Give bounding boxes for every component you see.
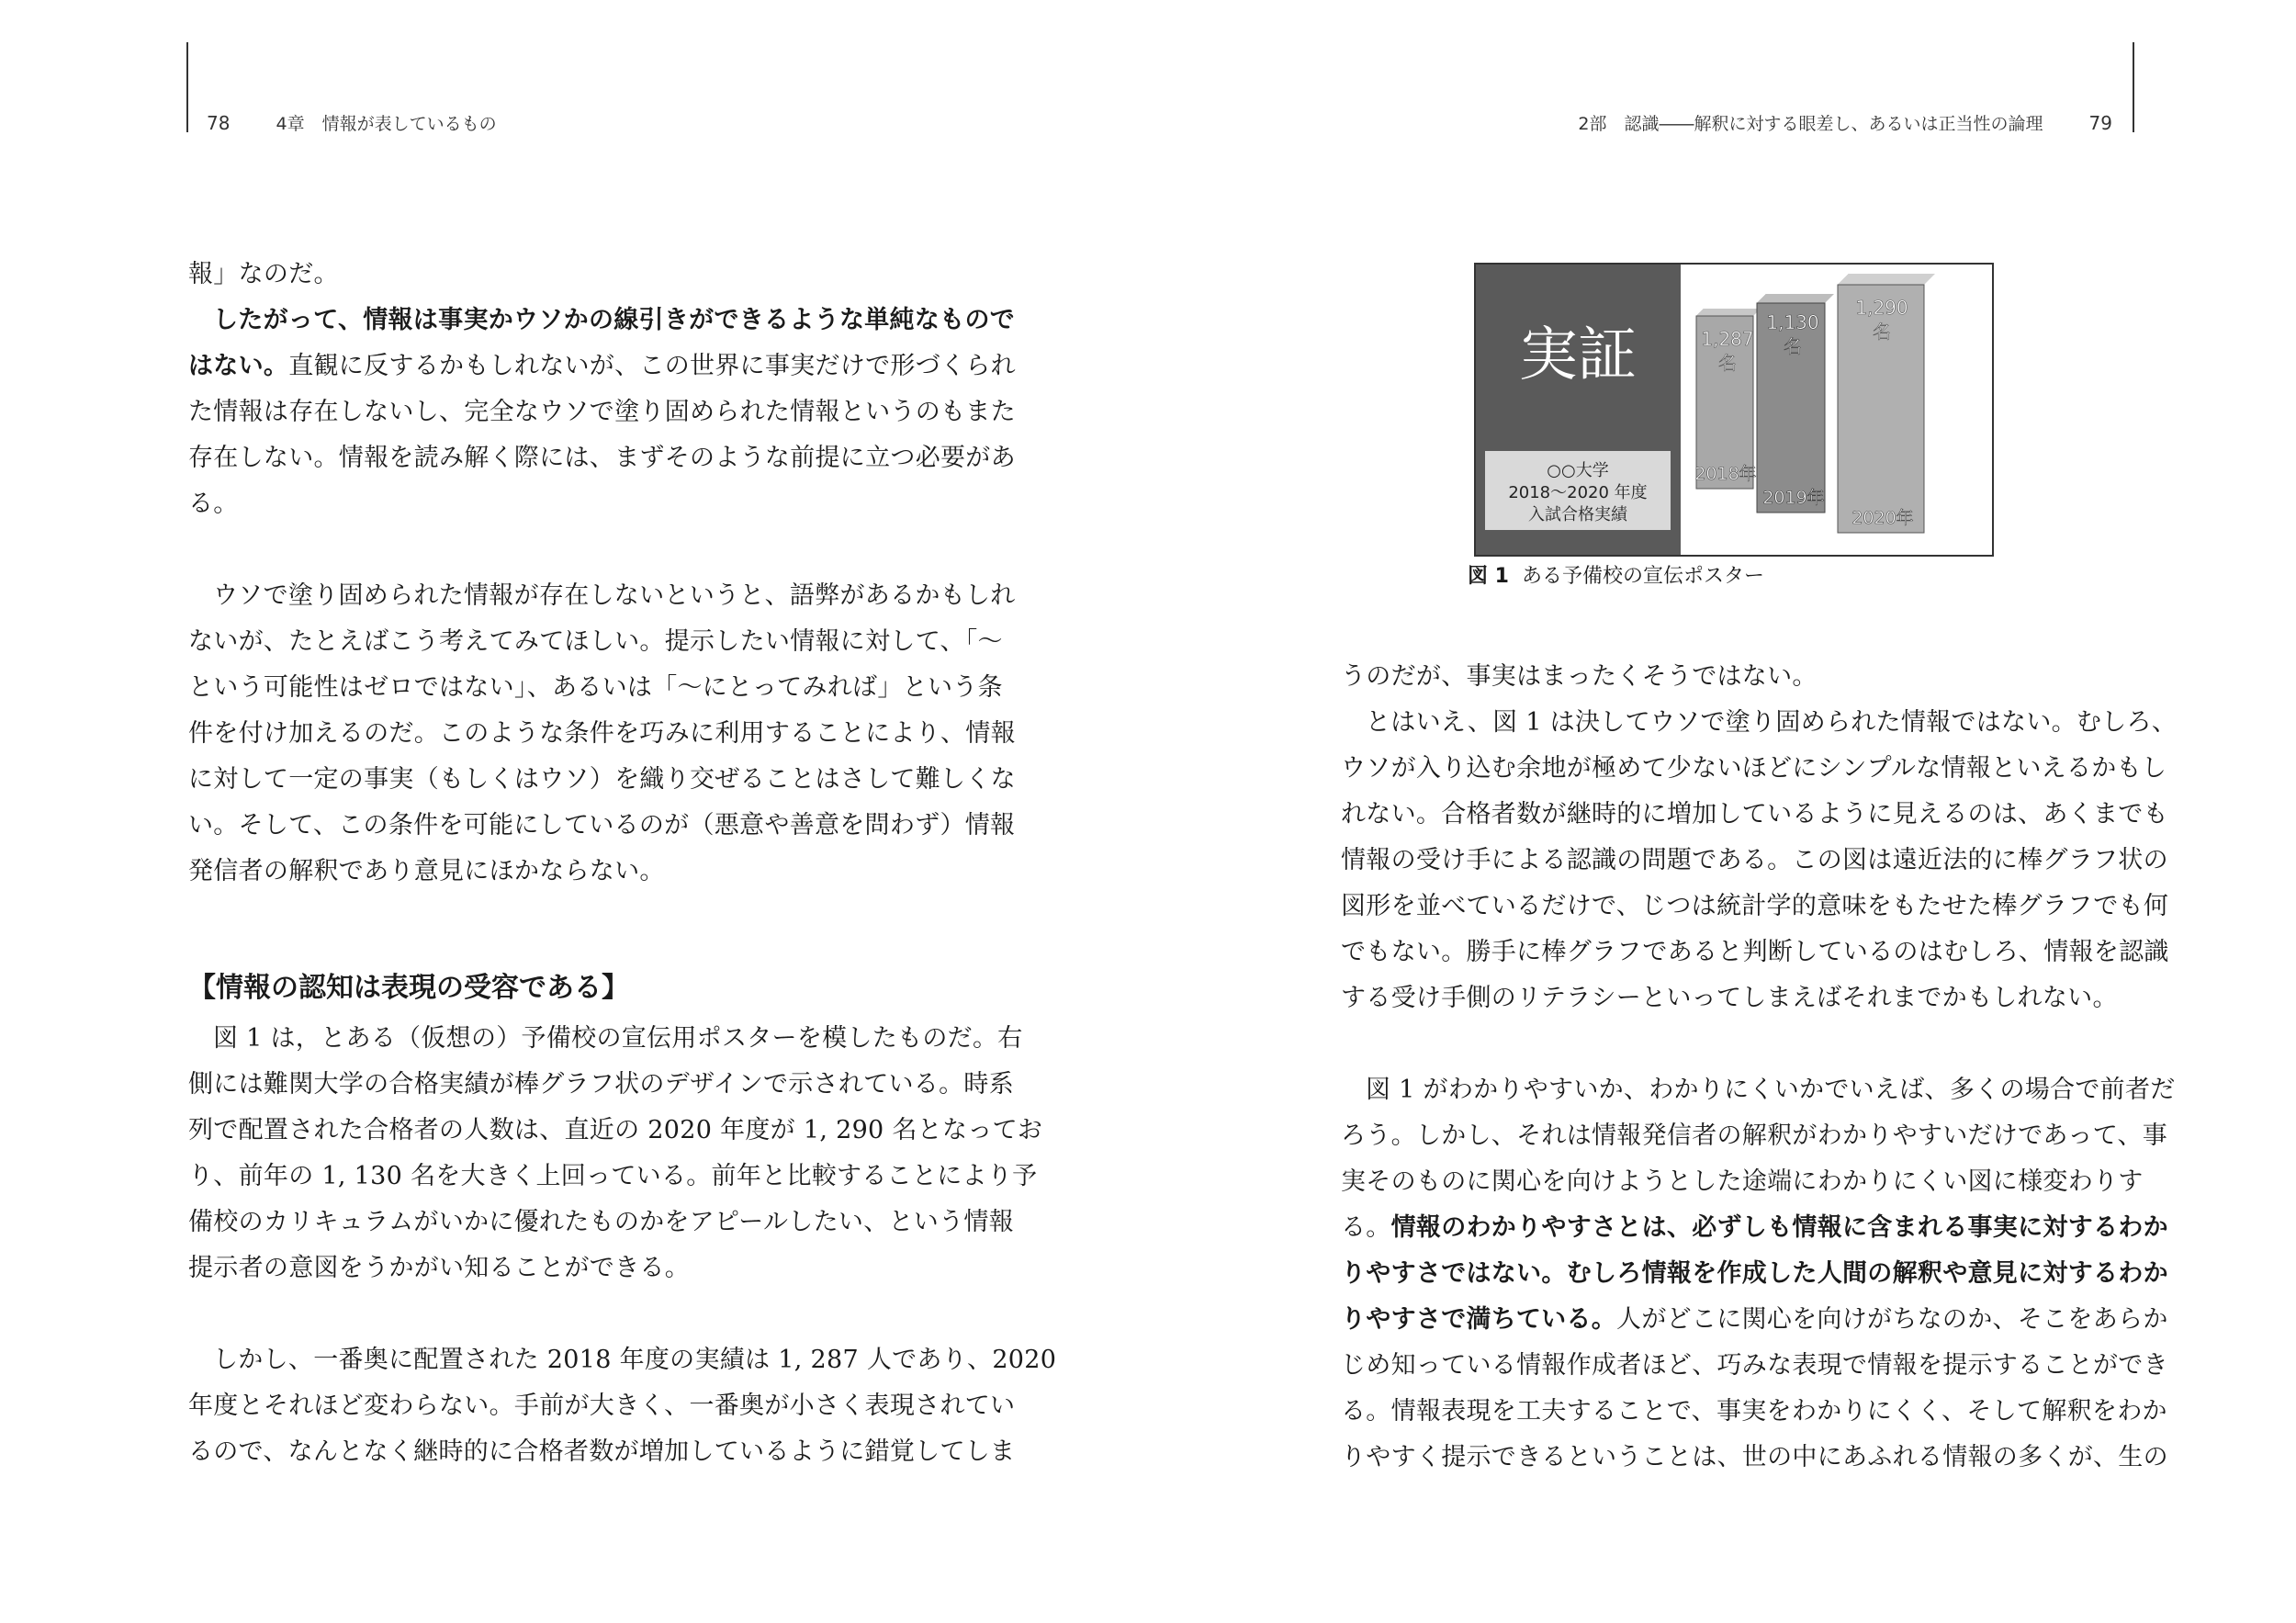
body-line: た情報は存在しないし、完全なウソで塗り固められた情報というのもまた — [188, 398, 1016, 426]
body-line: 図形を並べているだけで、じつは統計学的意味をもたせた棒グラフでも何 — [1341, 892, 2169, 920]
poster-info-line-2: 2018〜2020 年度 — [1508, 483, 1648, 502]
figure-caption-text: ある予備校の宣伝ポスター — [1521, 565, 1764, 588]
body-line: 列で配置された合格者の人数は、直近の 2020 年度が 1, 290 名となってお — [188, 1116, 1043, 1144]
right-page-number: 79 — [2088, 112, 2112, 134]
right-header — [1578, 110, 2112, 135]
right-margin-rule — [2133, 42, 2134, 132]
body-line: る。情報表現を工夫することで、事実をわかりにくく、そして解釈をわか — [1341, 1397, 2167, 1426]
body-line — [1341, 1205, 2168, 1251]
body-line: り、前年の 1, 130 名を大きく上回っている。前年と比較することにより予 — [188, 1162, 1038, 1190]
body-line: ウソが入り込む余地が極めて少ないほどにシンプルな情報といえるかもし — [1341, 754, 2167, 783]
body-line: に対して一定の事実（もしくはウソ）を織り交ぜることはさして難しくな — [188, 765, 1016, 794]
figure-caption — [1468, 560, 1764, 589]
emphasis-line: りやすさではない。むしろ情報を作成した人間の解釈や意見に対するわか — [1341, 1259, 2168, 1288]
body-text: 人がどこに関心を向けがちなのか、そこをあらか — [1616, 1305, 2168, 1334]
body-line: 実そのものに関心を向けようとした途端にわかりにくい図に様変わりす — [1341, 1167, 2144, 1196]
left-page-number: 78 — [207, 112, 231, 134]
bar-2018-unit: 名 — [1718, 352, 1737, 374]
body-line: い。そして、この条件を可能にしているのが（悪意や善意を問わず）情報 — [188, 811, 1016, 840]
bar-2020-unit: 名 — [1873, 321, 1891, 343]
body-line: うのだが、事実はまったくそうではない。 — [1341, 662, 1818, 691]
body-line: 提示者の意図をうかがい知ることができる。 — [188, 1254, 690, 1282]
body-line: 年度とそれほど変わらない。手前が大きく、一番奥が小さく表現されてい — [188, 1392, 1016, 1420]
body-line: という可能性はゼロではない」、あるいは「〜にとってみれば」という条 — [188, 673, 1003, 702]
body-line: 情報の受け手による認識の問題である。この図は遠近法的に棒グラフ状の — [1341, 846, 2168, 874]
emphasis-text: 情報のわかりやすさとは、必ずしも情報に含まれる事実に対するわか — [1390, 1213, 2168, 1242]
body-line: する受け手側のリテラシーといってしまえばそれまでかもしれない。 — [1341, 984, 2118, 1012]
emphasis-text: りやすさで満ちている。 — [1341, 1305, 1617, 1334]
body-line: 存在しない。情報を読み解く際には、まずそのような前提に立つ必要があ — [188, 444, 1016, 472]
bar-2018-year: 2018年 — [1694, 464, 1757, 484]
body-line: 件を付け加えるのだ。このような条件を巧みに利用することにより、情報 — [188, 719, 1016, 748]
body-line — [188, 344, 1016, 389]
body-line: 発信者の解釈であり意見にほかならない。 — [188, 857, 665, 885]
body-line: ないが、たとえばこう考えてみてほしい。提示したい情報に対して、「〜 — [188, 627, 1003, 656]
body-line: る。 — [188, 490, 239, 518]
body-line: 図 1 がわかりやすいか、わかりにくいかでいえば、多くの場合で前者だ — [1366, 1076, 2176, 1104]
poster-info-line-1: ○○大学 — [1547, 461, 1609, 480]
body-line: りやすく提示できるということは、世の中にあふれる情報の多くが、生の — [1341, 1443, 2168, 1471]
left-running-title: 4章 情報が表しているもの — [276, 114, 497, 134]
bar-2019-top — [1757, 294, 1834, 303]
body-line: ウソで塗り固められた情報が存在しないというと、語弊があるかもしれ — [213, 581, 1016, 610]
poster-info-line-3: 入試合格実績 — [1528, 505, 1627, 524]
poster-figure — [1474, 263, 1994, 557]
body-line: とはいえ、図 1 は決してウソで塗り固められた情報ではない。むしろ、 — [1366, 708, 2178, 737]
bar-2018-count: 1,287 — [1701, 328, 1754, 350]
left-margin-rule — [186, 42, 188, 132]
emphasis-text: はない。 — [188, 352, 289, 380]
right-running-title: 2部 認識――解釈に対する眼差し、あるいは正当性の論理 — [1578, 114, 2043, 134]
body-line: 側には難関大学の合格実績が棒グラフ状のデザインで示されている。時系 — [188, 1070, 1015, 1099]
bar-2020-count: 1,290 — [1855, 297, 1908, 319]
body-line: しかし、一番奥に配置された 2018 年度の実績は 1, 287 人であり、2020 — [213, 1346, 1057, 1374]
left-header — [207, 110, 497, 135]
bar-2020-year: 2020年 — [1851, 508, 1914, 528]
body-line: 図 1 は，とある（仮想の）予備校の宣伝用ポスターを模したものだ。右 — [213, 1024, 1023, 1053]
section-heading: 【情報の認知は表現の受容である】 — [188, 972, 629, 1004]
body-line: じめ知っている情報作成者ほど、巧みな表現で情報を提示することができ — [1341, 1351, 2168, 1380]
body-line: るので、なんとなく継時的に合格者数が増加しているように錯覚してしま — [188, 1437, 1016, 1466]
bar-2019-year: 2019年 — [1762, 488, 1825, 508]
body-line: ろう。しかし、それは情報発信者の解釈がわかりやすいだけであって、事 — [1341, 1121, 2168, 1150]
body-line: れない。合格者数が継時的に増加しているように見えるのは、あくまでも — [1341, 800, 2168, 828]
left-page-body — [188, 252, 1057, 1475]
body-line: 備校のカリキュラムがいかに優れたものかをアピールしたい、という情報 — [188, 1208, 1015, 1236]
poster-title: 実証 — [1519, 321, 1637, 389]
body-line: でもない。勝手に棒グラフであると判断しているのはむしろ、情報を認識 — [1341, 938, 2169, 966]
emphasis-line: したがって、情報は事実かウソかの線引きができるような単純なもので — [213, 306, 1016, 334]
body-line: 報」なのだ。 — [188, 260, 339, 288]
bar-2018-top — [1696, 309, 1761, 316]
body-text: る。 — [1341, 1213, 1391, 1242]
right-page-body — [1341, 654, 2178, 1481]
body-line — [1341, 1297, 2168, 1343]
figure-caption-label: 図 1 — [1468, 565, 1509, 588]
bar-2019-unit: 名 — [1784, 335, 1802, 357]
body-text: 直観に反するかもしれないが、この世界に事実だけで形づくられ — [288, 352, 1016, 380]
bar-2019-count: 1,130 — [1766, 311, 1819, 333]
bar-2020-top — [1838, 274, 1935, 285]
